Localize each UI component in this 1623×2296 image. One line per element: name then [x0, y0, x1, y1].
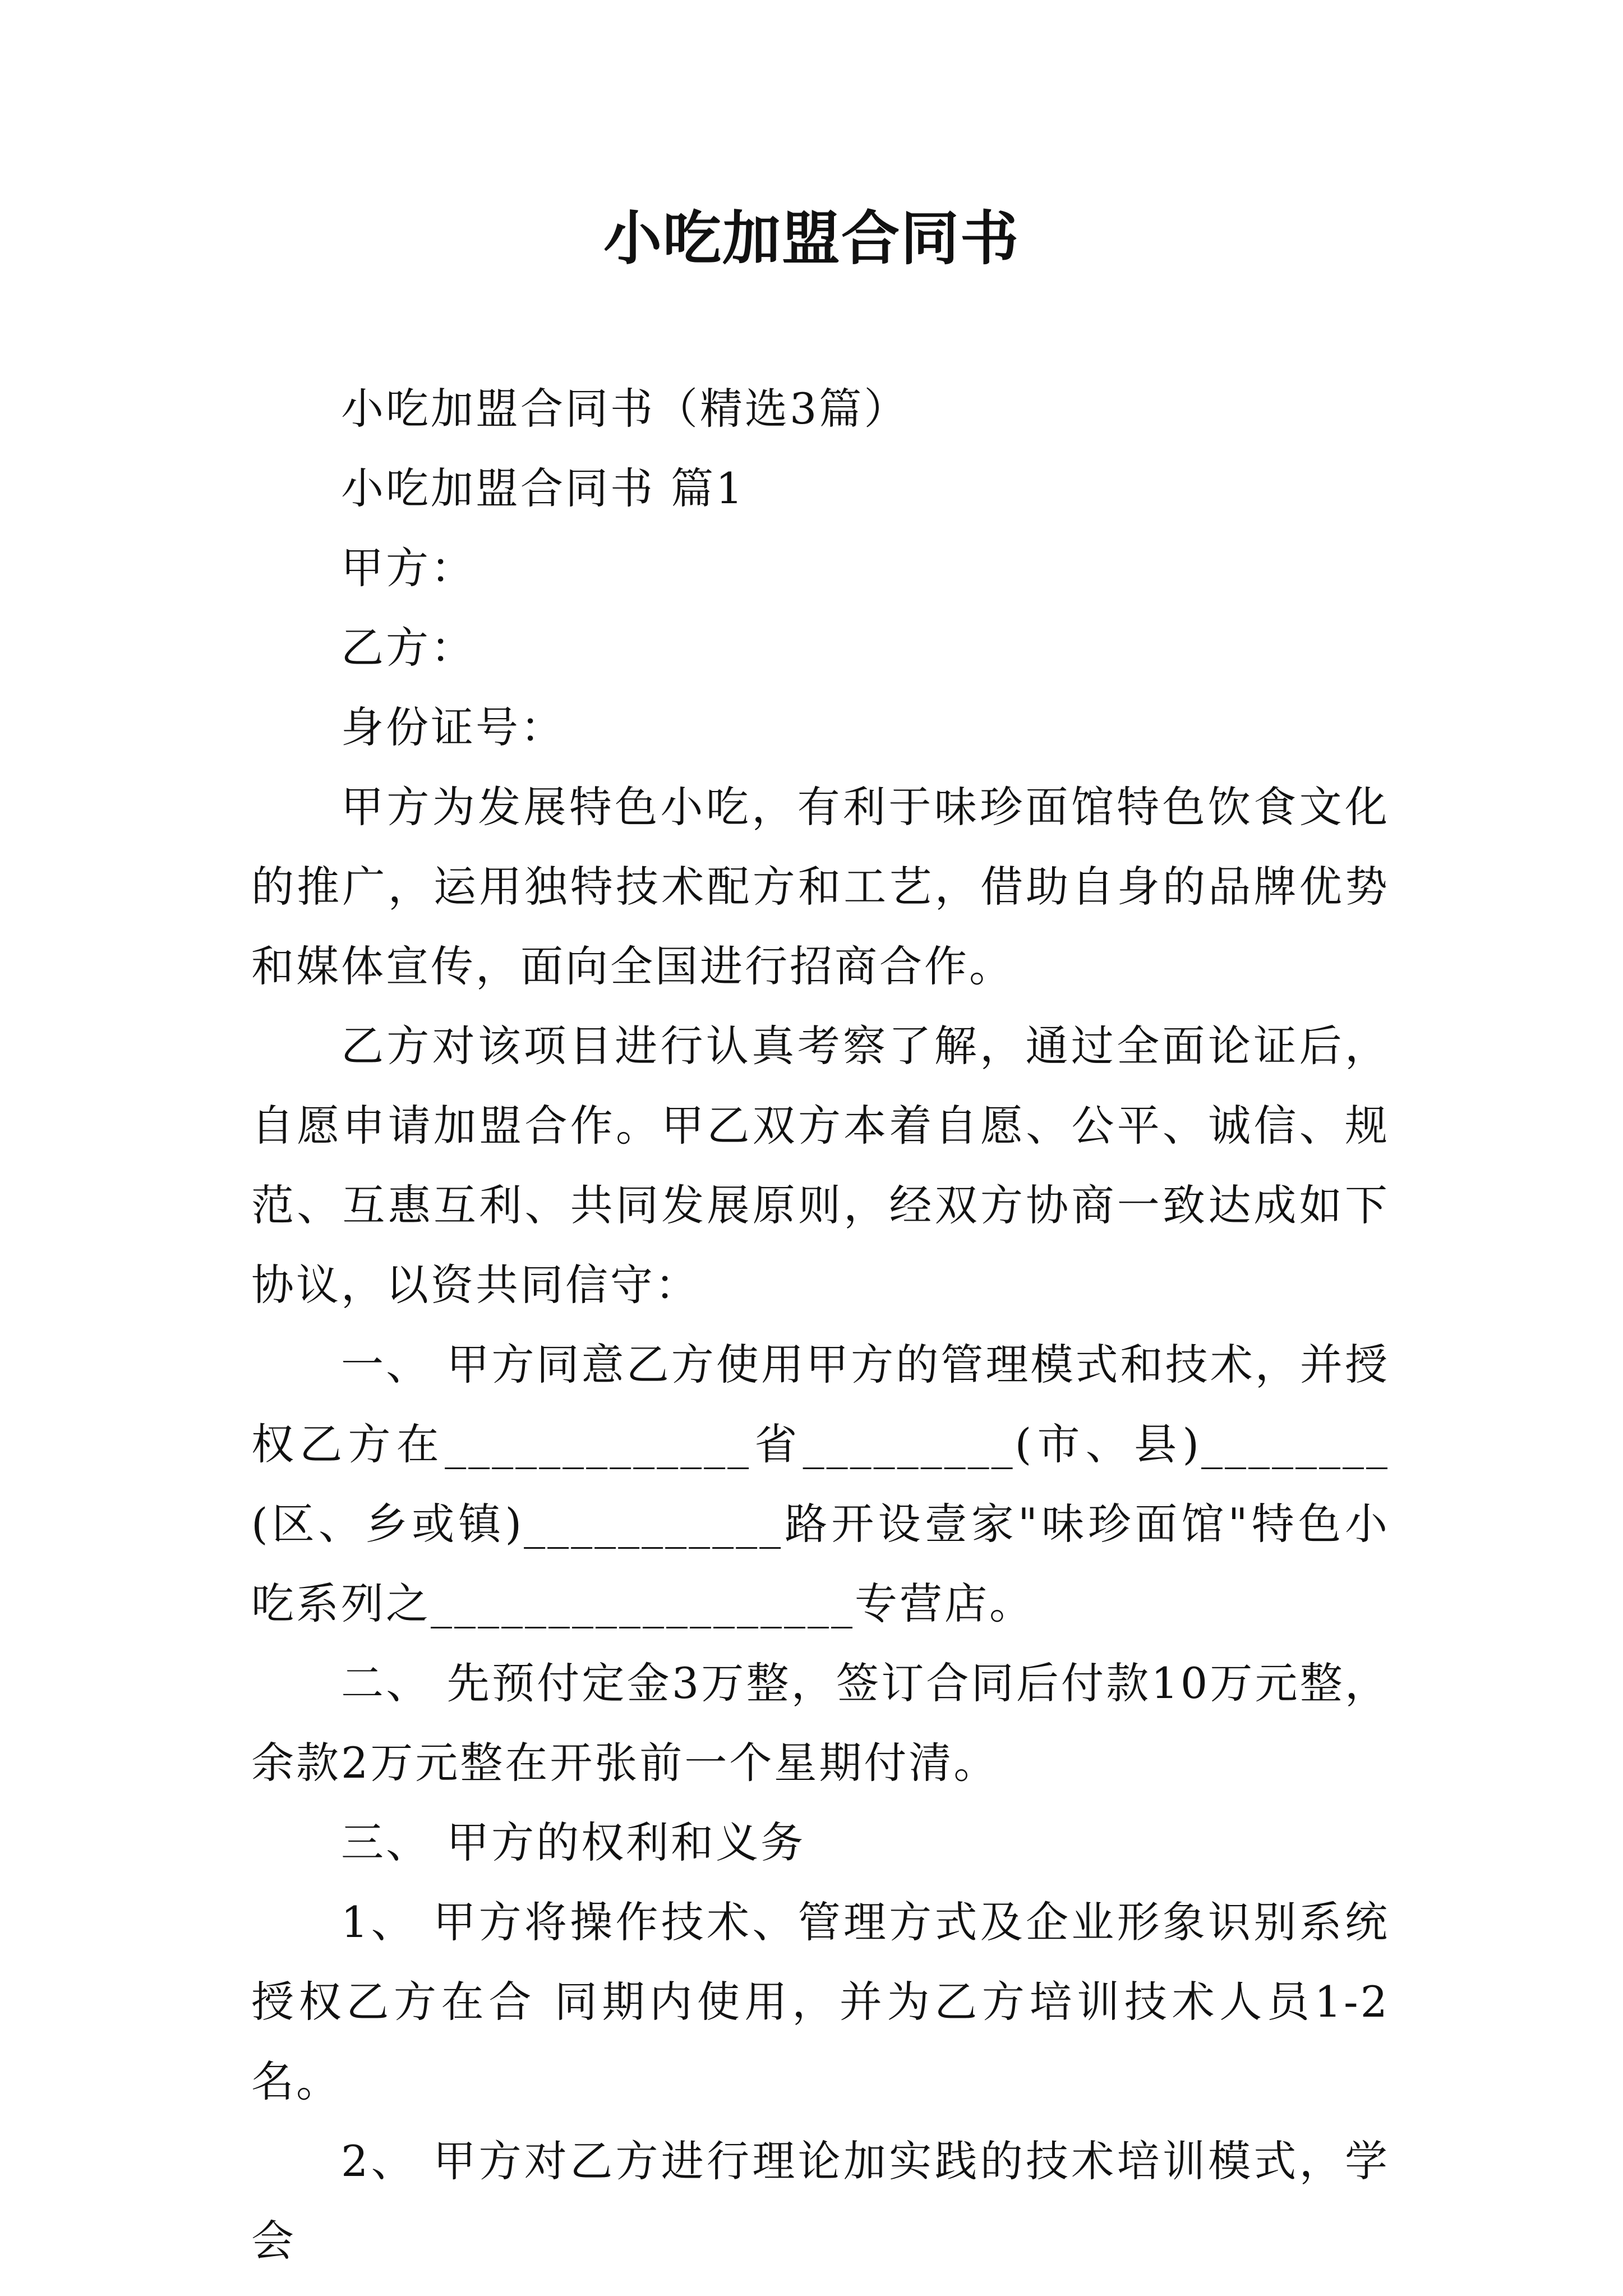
clause-3-heading: 三、 甲方的权利和义务 [341, 1818, 806, 1867]
clause-3-item-1: 1、 甲方将操作技术、管理方式及企业形象识别系统授权乙方在合 同期内使用，并为乙方培训技术人员1-2名。 [251, 1897, 1390, 2106]
paragraph-agreement: 乙方对该项目进行认真考察了解，通过全面论证后，自愿申请加盟合作。甲乙双方本着自愿、公平、诚信、规范、互惠互利、共同发展原则，经双方协商一致达成如下协议，以资共同信守： [251, 1021, 1390, 1310]
id-number-label: 身份证号： [341, 702, 565, 752]
paragraph-intro: 甲方为发展特色小吃，有利于味珍面馆特色饮食文化的推广，运用独特技术配方和工艺，借助自身的品牌优势和媒体宣传，面向全国进行招商合作。 [251, 782, 1390, 991]
clause-3-item-2: 2、 甲方对乙方进行理论加实践的技术培训模式，学会 [251, 2136, 1390, 2266]
party-a-label: 甲方： [341, 543, 476, 593]
subtitle-line: 小吃加盟合同书（精选3篇） [341, 384, 909, 434]
party-b-label: 乙方： [341, 623, 476, 673]
document-body [251, 369, 1390, 2281]
section-heading: 小吃加盟合同书 篇1 [341, 463, 745, 513]
clause-1: 一、 甲方同意乙方使用甲方的管理模式和技术，并授权乙方在_____________省_________(市、县)________(区、乡或镇)___________路开设壹家"味珍面馆"特色小吃系列之__________________专营店。 [251, 1340, 1390, 1628]
document-title: 小吃加盟合同书 [603, 204, 1020, 273]
clause-2: 二、 先预付定金3万整，签订合同后付款10万元整，余款2万元整在开张前一个星期付清。 [251, 1658, 1390, 1788]
